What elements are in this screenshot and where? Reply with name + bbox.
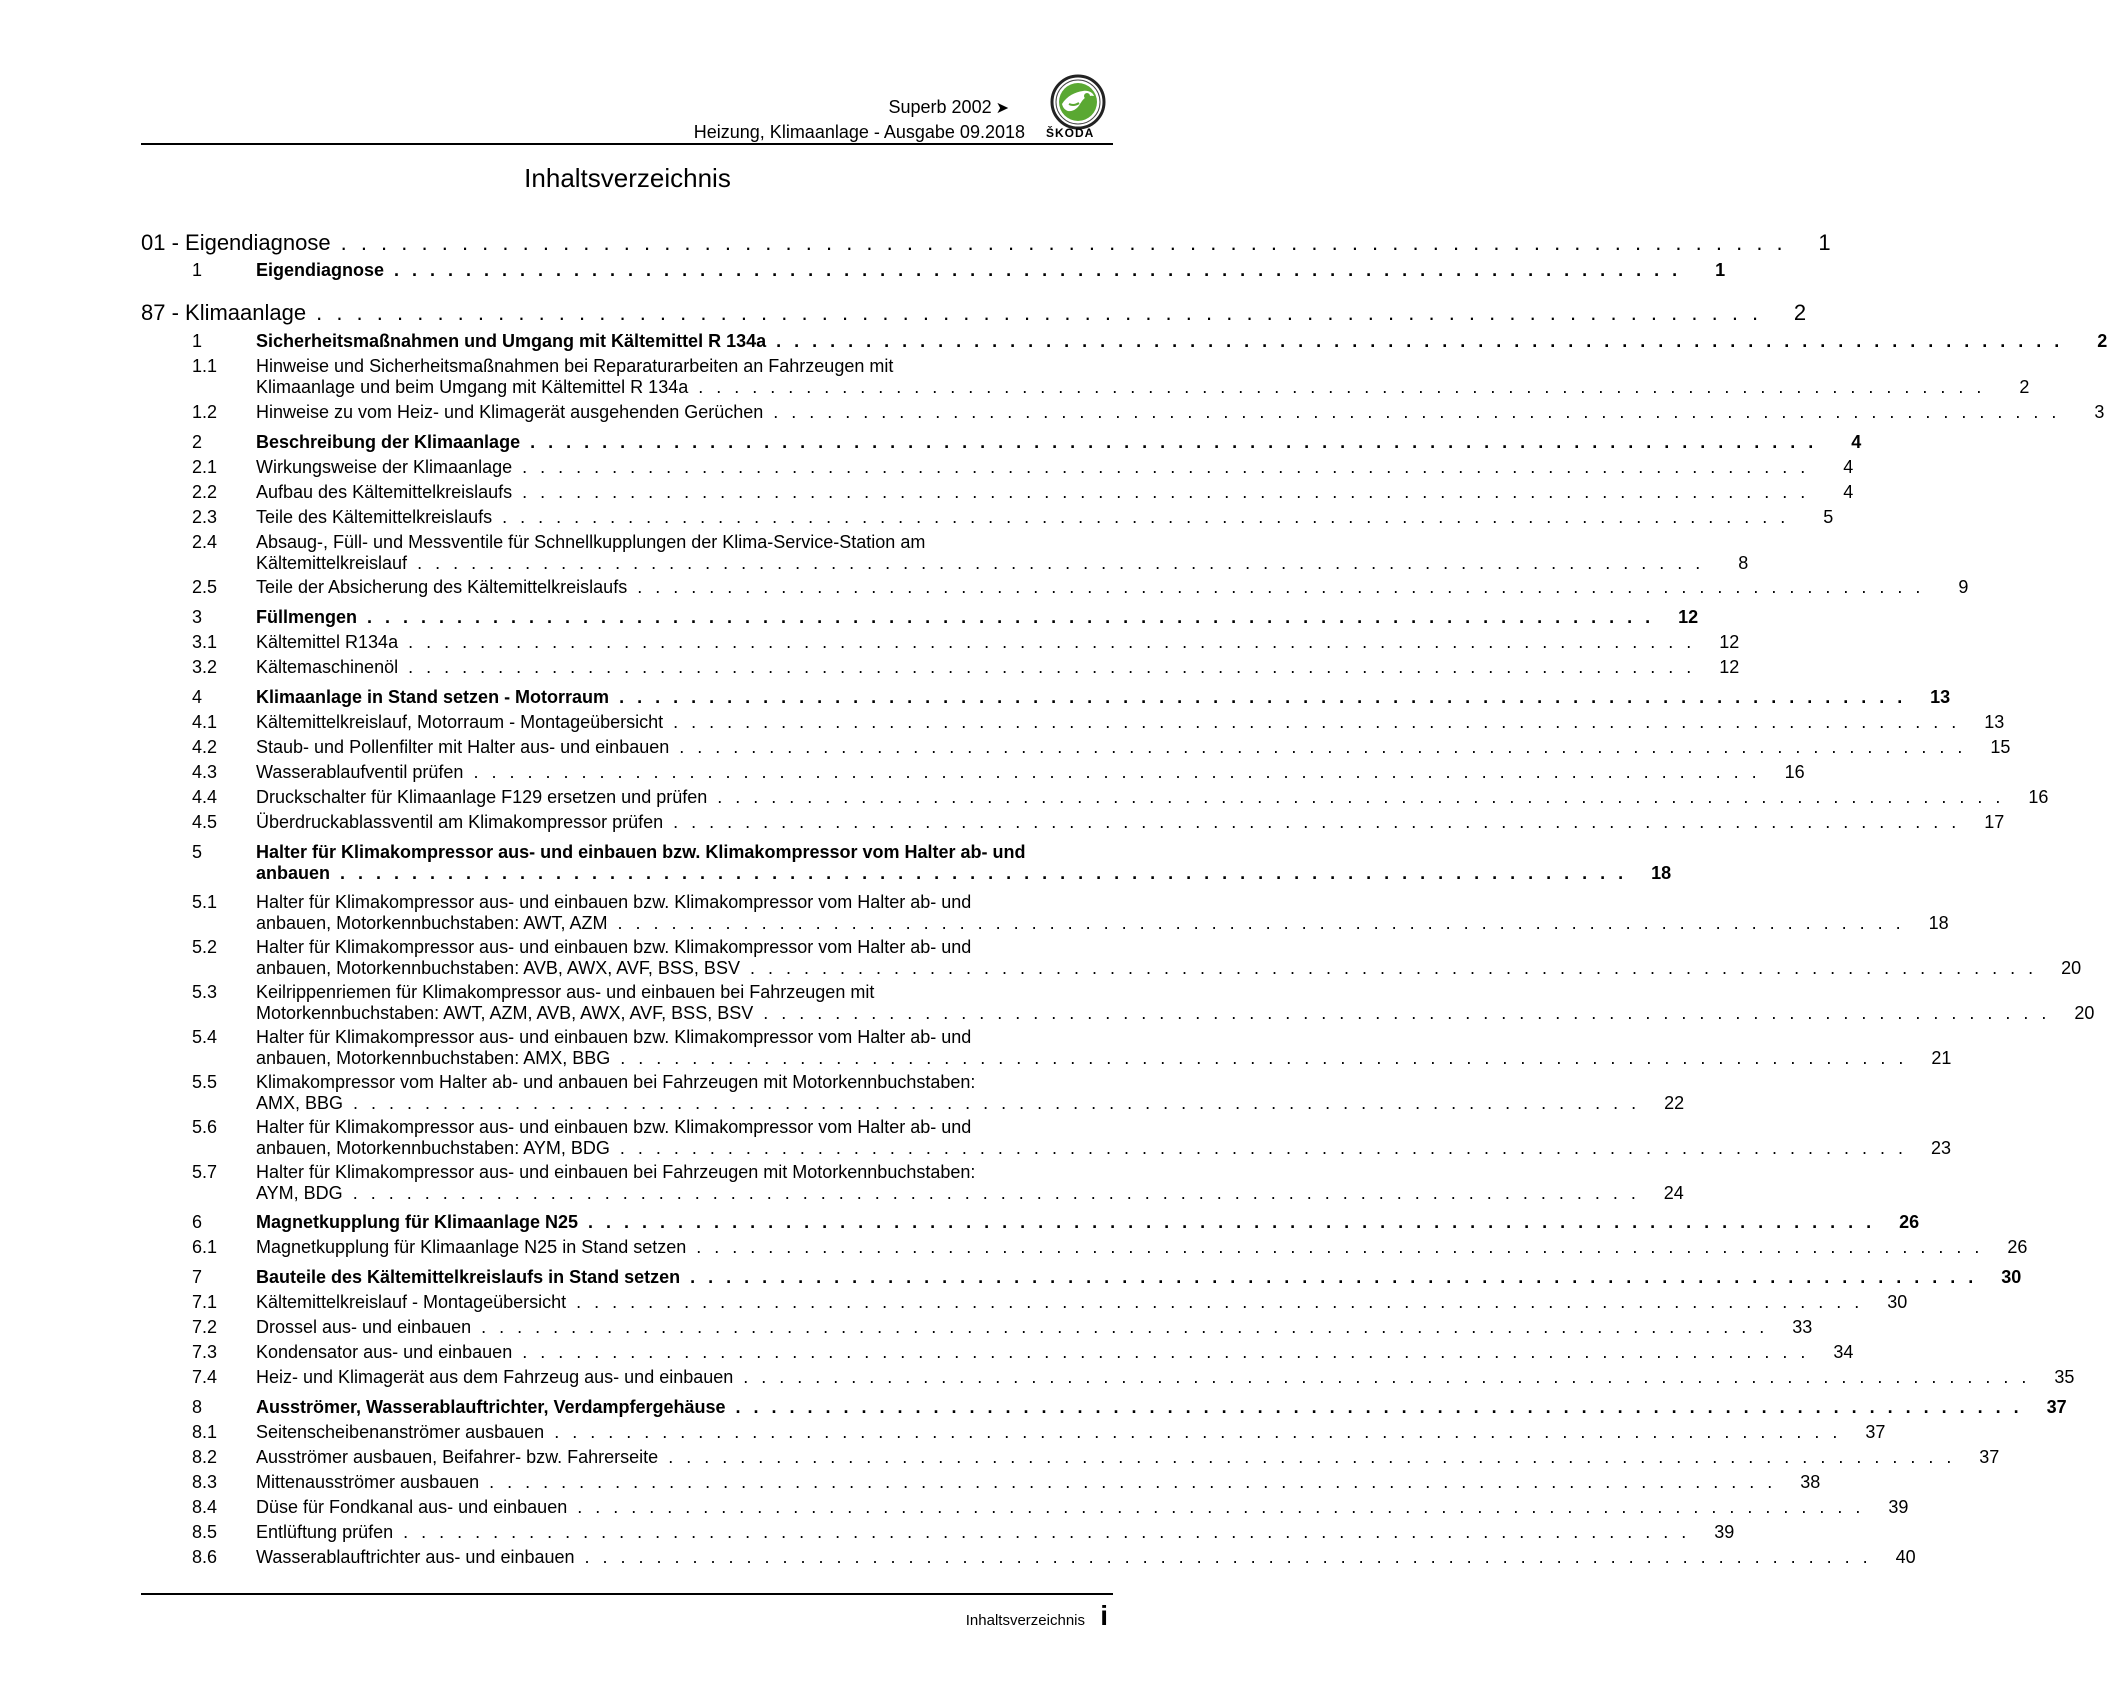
toc-entry-number: 4.3 [192,762,218,782]
toc-entry-number: 8.2 [192,1447,218,1467]
toc-entry-title: Wasserablaufventil prüfen [256,762,464,782]
toc-entry-number: 8 [192,1397,203,1417]
toc-entry-title: Kältemittelkreislauf, Motorraum - Montageübersicht [256,712,664,732]
toc-entry-number: 3 [192,607,203,627]
toc-entry-page: 18 [1928,913,1949,933]
toc-entry-title: anbauen, Motorkennbuchstaben: AVB, AWX, AVF, BSS, BSV [256,958,740,978]
toc-entry-number: 2.2 [192,482,218,502]
toc-entry-title: Kältemittel R134a [256,632,399,652]
toc-entry-title: Eigendiagnose [256,260,385,280]
toc-entry-title: 01 - Eigendiagnose [141,230,331,255]
toc-entry-number: 8.4 [192,1497,218,1517]
toc-entry-number: 8.3 [192,1472,218,1492]
toc-entry-number: 5.5 [192,1072,218,1092]
toc-entry-title: Seitenscheibenanströmer ausbauen [256,1422,545,1442]
toc-entry-number: 5.6 [192,1117,218,1137]
toc-entry-title: Aufbau des Kältemittelkreislaufs [256,482,513,502]
toc-entry-title: Motorkennbuchstaben: AWT, AZM, AVB, AWX, AVF, BSS, BSV [256,1003,754,1023]
toc-entry-page: 35 [2054,1367,2075,1387]
toc-entry-title-line1: Absaug-, Füll- und Messventile für Schnellkupplungen der Klima-Service-Station am [256,532,926,552]
toc-entry-number: 8.6 [192,1547,218,1567]
toc-entry-page: 4 [1851,432,1862,452]
toc-entry-title: Kältemittelkreislauf - Montageübersicht [256,1292,567,1312]
toc-entry-title: Kältemaschinenöl [256,657,399,677]
toc-entry-page: 13 [1984,712,2005,732]
toc-entry-page: 12 [1719,657,1740,677]
toc-entry-title-line1: Klimakompressor vom Halter ab- und anbauen bei Fahrzeugen mit Motorkennbuchstaben: [256,1072,976,1092]
toc-entry-number: 5.4 [192,1027,218,1047]
toc-entry-number: 7.2 [192,1317,218,1337]
toc-entry-number: 1.1 [192,356,218,376]
toc-entry-title-line1: Hinweise und Sicherheitsmaßnahmen bei Reparaturarbeiten an Fahrzeugen mit [256,356,894,376]
toc-entry-page: 2 [2019,377,2030,397]
toc-entry-title: 87 - Klimaanlage [141,300,307,325]
toc-entry-page: 40 [1895,1547,1916,1567]
toc-entry-title-line1: Halter für Klimakompressor aus- und einbauen bzw. Klimakompressor vom Halter ab- und [256,1117,972,1137]
toc-entry-page: 13 [1930,687,1951,707]
toc-entry-page: 4 [1843,457,1854,477]
toc-entry-page: 37 [1979,1447,2000,1467]
toc-entry-title: AMX, BBG [256,1093,344,1113]
header-subtitle: Heizung, Klimaanlage - Ausgabe 09.2018 [693,122,1025,142]
footer-label: Inhaltsverzeichnis [965,1612,1085,1629]
toc-entry-number: 5 [192,842,203,862]
toc-entry-title-line1: Halter für Klimakompressor aus- und einbauen bzw. Klimakompressor vom Halter ab- und [256,937,972,957]
toc-entry-title: Überdruckablassventil am Klimakompressor prüfen [256,812,664,832]
toc-entry-title: Bauteile des Kältemittelkreislaufs in Stand setzen [256,1267,681,1287]
toc-entry-number: 2.4 [192,532,218,552]
toc-entry-page: 2 [2097,331,2107,351]
toc-entry-number: 4.5 [192,812,218,832]
toc-entry-title-line1: Halter für Klimakompressor aus- und einbauen bzw. Klimakompressor vom Halter ab- und [256,892,972,912]
toc-entry-page: 5 [1823,507,1834,527]
toc-entry-title: anbauen [256,863,331,883]
toc-entry-page: 30 [1887,1292,1908,1312]
toc-entry-title: Beschreibung der Klimaanlage [256,432,521,452]
toc-entry-title: Kältemittelkreislauf [256,553,408,573]
toc-entry-page: 15 [1990,737,2011,757]
toc-entry-number: 2.1 [192,457,218,477]
page-title: Inhaltsverzeichnis [524,163,731,193]
toc-entry-number: 4.4 [192,787,218,807]
toc-entry-number: 4.1 [192,712,218,732]
toc-entry-title: Hinweise zu vom Heiz- und Klimagerät ausgehenden Gerüchen [256,402,764,422]
toc-entry-title: anbauen, Motorkennbuchstaben: AYM, BDG [256,1138,610,1158]
toc-entry-title: Druckschalter für Klimaanlage F129 ersetzen und prüfen [256,787,708,807]
toc-entry-number: 2.5 [192,577,218,597]
toc-entry-page: 12 [1678,607,1699,627]
footer-page-number: i [1100,1600,1108,1631]
toc-entry-number: 5.2 [192,937,218,957]
toc-entry-number: 3.2 [192,657,218,677]
toc-entry-title: Wirkungsweise der Klimaanlage [256,457,513,477]
toc-entry-title: Klimaanlage in Stand setzen - Motorraum [256,687,610,707]
toc-entry-number: 8.5 [192,1522,218,1542]
model-arrow-icon: ➤ [995,100,1009,117]
toc-entry-title: Magnetkupplung für Klimaanlage N25 in Stand setzen [256,1237,687,1257]
toc-entry-page: 20 [2061,958,2082,978]
toc-entry-title-line1: Halter für Klimakompressor aus- und einbauen bzw. Klimakompressor vom Halter ab- und [256,1027,972,1047]
toc-entry-page: 18 [1651,863,1672,883]
toc-entry-page: 34 [1833,1342,1854,1362]
toc-entry-number: 5.7 [192,1162,218,1182]
toc-entry-title: Kondensator aus- und einbauen [256,1342,513,1362]
toc-entry-title: Entlüftung prüfen [256,1522,394,1542]
toc-entry-page: 20 [2074,1003,2095,1023]
toc-entry-number: 7.3 [192,1342,218,1362]
toc-entry-page: 4 [1843,482,1854,502]
toc-entry-title: AYM, BDG [256,1183,343,1203]
toc-entry-page: 1 [1818,230,1831,255]
toc-entry-page: 26 [2007,1237,2028,1257]
header-model [889,97,1010,118]
toc-entry-title: anbauen, Motorkennbuchstaben: AWT, AZM [256,913,608,933]
toc-entry-page: 37 [1865,1422,1886,1442]
toc-entry-number: 1.2 [192,402,218,422]
toc-entry-number: 7.4 [192,1367,218,1387]
toc-entry-title-line1: Keilrippenriemen für Klimakompressor aus- und einbauen bei Fahrzeugen mit [256,982,875,1002]
toc-entry-title: Ausströmer, Wasserablauftrichter, Verdampfergehäuse [256,1397,726,1417]
header-rule [141,143,1113,145]
toc-entry-page: 17 [1984,812,2005,832]
toc-entry-number: 5.1 [192,892,218,912]
toc-entry-number: 4 [192,687,203,707]
toc-entry-number: 3.1 [192,632,218,652]
toc-entry-number: 5.3 [192,982,218,1002]
toc-entry-page: 38 [1800,1472,1821,1492]
toc-entry-page: 23 [1931,1138,1952,1158]
toc-entry-page: 24 [1663,1183,1684,1203]
toc-entry-number: 4.2 [192,737,218,757]
toc-entry-page: 9 [1958,577,1969,597]
toc-entry-page: 12 [1719,632,1740,652]
toc-entry-number: 2 [192,432,203,452]
toc-entry-page: 8 [1738,553,1749,573]
toc-entry-number: 8.1 [192,1422,218,1442]
toc-entry-page: 22 [1664,1093,1685,1113]
toc-entry-number: 7.1 [192,1292,218,1312]
toc-entry-page: 16 [1784,762,1805,782]
toc-entry-page: 1 [1715,260,1726,280]
toc-entry-page: 3 [2094,402,2105,422]
toc-entry-title: Heiz- und Klimagerät aus dem Fahrzeug aus- und einbauen [256,1367,734,1387]
toc-entry-title: Sicherheitsmaßnahmen und Umgang mit Kältemittel R 134a [256,331,767,351]
toc-entry-page: 39 [1714,1522,1735,1542]
toc-entry-title: Wasserablauftrichter aus- und einbauen [256,1547,575,1567]
toc-entry-title-line1: Halter für Klimakompressor aus- und einbauen bei Fahrzeugen mit Motorkennbuchstaben: [256,1162,976,1182]
brand-wordmark: ŠKODA [1046,126,1095,140]
toc-entry-title: Teile der Absicherung des Kältemittelkreislaufs [256,577,628,597]
toc-entry-title: Düse für Fondkanal aus- und einbauen [256,1497,568,1517]
footer-rule [141,1593,1113,1595]
toc-entry-page: 16 [2028,787,2049,807]
toc-entry-number: 6 [192,1212,203,1232]
toc-entry-page: 39 [1888,1497,1909,1517]
toc-entry-title: Ausströmer ausbauen, Beifahrer- bzw. Fahrerseite [256,1447,659,1467]
toc-entry-title: Magnetkupplung für Klimaanlage N25 [256,1212,579,1232]
toc-entry-number: 1 [192,260,203,280]
toc-entry-page: 2 [1793,300,1807,325]
toc-entry-title: Staub- und Pollenfilter mit Halter aus- und einbauen [256,737,670,757]
toc-entry-page: 33 [1792,1317,1813,1337]
toc-entry-title: Klimaanlage und beim Umgang mit Kältemittel R 134a [256,377,689,397]
toc-entry-page: 30 [2001,1267,2022,1287]
toc-entry-page: 26 [1899,1212,1920,1232]
toc-entry-title-line1: Halter für Klimakompressor aus- und einbauen bzw. Klimakompressor vom Halter ab- und [256,842,1026,862]
toc-entry-page: 37 [2046,1397,2067,1417]
toc-entry-title: Mittenausströmer ausbauen [256,1472,480,1492]
toc-entry-title: anbauen, Motorkennbuchstaben: AMX, BBG [256,1048,611,1068]
toc-entry-title: Füllmengen [256,607,358,627]
model-text: Superb 2002 [888,97,992,117]
toc-entry-title: Teile des Kältemittelkreislaufs [256,507,493,527]
toc-entry-number: 2.3 [192,507,218,527]
toc-entry-title: Drossel aus- und einbauen [256,1317,472,1337]
toc-entry-number: 7 [192,1267,203,1287]
toc-entry-number: 1 [192,331,203,351]
toc-entry-page: 21 [1931,1048,1952,1068]
toc-entry-number: 6.1 [192,1237,218,1257]
